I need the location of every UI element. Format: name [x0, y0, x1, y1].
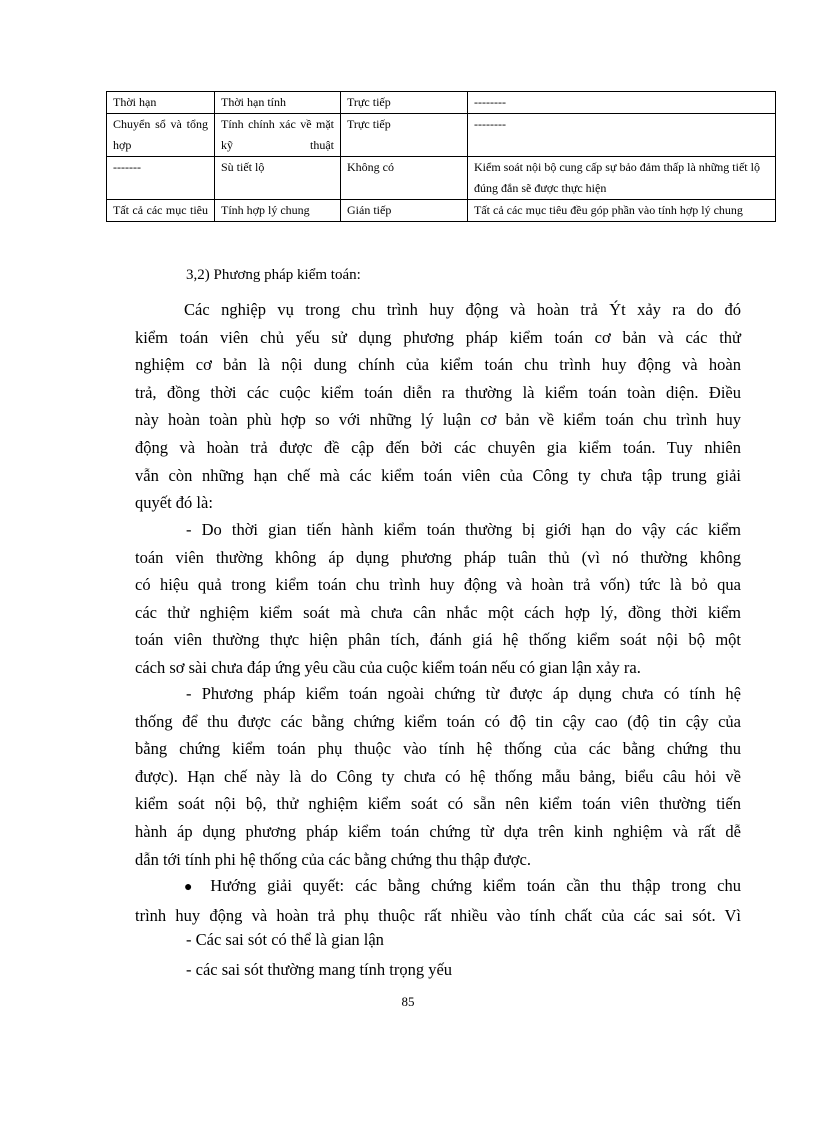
page-number: 85 — [401, 994, 415, 1009]
text-line — [135, 872, 741, 902]
text-line: kiểm soát nội bộ, thử nghiệm kiểm soát có sẵn nên kiểm toán viên thường tiến — [135, 794, 741, 814]
table-cell: Thời hạn tính — [215, 92, 341, 114]
paragraph-2 — [135, 516, 741, 682]
table-cell: Tính hợp lý chung — [215, 200, 341, 222]
table-cell: Không có — [341, 157, 468, 200]
table-cell: Trực tiếp — [341, 114, 468, 157]
table-cell: Tất cả các mục tiêu — [107, 200, 215, 222]
text-line: trình huy động và hoàn trả phụ thuộc rất nhiều vào tính chất của các sai sót. Vì — [135, 905, 741, 925]
table-cell: Tất cả các mục tiêu đều góp phần vào tính hợp lý chung — [468, 200, 776, 222]
text-line: các thử nghiệm kiểm soát mà chưa cân nhắc một cách hợp lý, đồng thời kiểm — [135, 602, 741, 622]
bullet-text: Hướng giải quyết: các bằng chứng kiểm toán cần thu thập trong chu — [210, 876, 741, 895]
table-cell: Thời hạn — [107, 92, 215, 114]
text-line: này hoàn toàn phù hợp so với những lý luận cơ bản về kiểm toán chu trình huy — [135, 410, 741, 430]
paragraph-1 — [135, 296, 741, 517]
text-line: Các nghiệp vụ trong chu trình huy động và hoàn trả Ýt xảy ra do đó — [184, 300, 741, 319]
text-line: cách sơ sài chưa đáp ứng yêu cầu của cuộc kiểm toán nếu có gian lận xảy ra. — [135, 657, 641, 677]
text-line: toán viên thường thực hiện phân tích, đánh giá hệ thống kiểm soát nội bộ một — [135, 630, 741, 650]
text-line: dẫn tới tính phi hệ thống của các bằng chứng thu thập được. — [135, 849, 531, 869]
text-line: thống để thu được các bằng chứng kiểm toán có độ tin cậy cao (độ tin cậy của — [135, 711, 741, 731]
table-cell: Tính chính xác về mặt kỹ thuật — [215, 114, 341, 157]
table-cell: Kiểm soát nội bộ cung cấp sự bảo đảm thấp là những tiết lộ đúng đắn sẽ được thực hiện — [468, 157, 776, 200]
table-cell: Gián tiếp — [341, 200, 468, 222]
table-cell: -------- — [468, 92, 776, 114]
text-line: kiểm toán viên chủ yếu sử dụng phương pháp kiểm toán cơ bản và các thử — [135, 327, 741, 347]
text-line: nghiệm cơ bản là nội dung chính của kiểm toán chu trình huy động và hoàn — [135, 355, 741, 375]
text-line: vẫn còn những hạn chế mà các kiểm toán viên của Công ty chưa tập trung giải — [135, 465, 741, 485]
text-line: trả, đồng thời các cuộc kiểm toán diễn ra thường là kiểm toán toàn diện. Điều — [135, 382, 741, 402]
table-row — [107, 114, 776, 157]
bullet-icon: ● — [184, 880, 200, 895]
table-cell: Sù tiết lộ — [215, 157, 341, 200]
text-line: hành áp dụng phương pháp kiểm toán chứng từ dựa trên kinh nghiệm và rất dễ — [135, 821, 741, 841]
table-cell: Chuyển sổ và tổng hợp — [107, 114, 215, 157]
text-line: - Do thời gian tiến hành kiểm toán thường bị giới hạn do vậy các kiểm — [186, 520, 741, 539]
text-line: được). Hạn chế này là do Công ty chưa có hệ thống mẫu bảng, biểu câu hỏi về — [135, 766, 741, 786]
table-cell: -------- — [468, 114, 776, 157]
text-line: quyết đó là: — [135, 493, 213, 513]
list-item: - Các sai sót có thể là gian lận — [186, 930, 384, 949]
table-row — [107, 92, 776, 114]
section-heading: 3,2) Phương pháp kiểm toán: — [186, 267, 361, 283]
list-item: - các sai sót thường mang tính trọng yếu — [186, 960, 453, 979]
table-row — [107, 157, 776, 200]
text-line: có hiệu quả trong kiểm toán chu trình huy động và hoàn trả vốn) tức là bỏ qua — [135, 575, 741, 595]
text-line: toán viên thường không áp dụng phương pháp tuân thủ (vì nó thường không — [135, 547, 741, 567]
paragraph-3 — [135, 680, 741, 873]
paragraph-4 — [135, 872, 741, 929]
table-row — [107, 200, 776, 222]
table-cell: ------- — [107, 157, 215, 200]
audit-objectives-table — [106, 91, 776, 222]
text-line: bằng chứng kiểm toán phụ thuộc vào tính hệ thống của các bằng chứng thu — [135, 739, 741, 759]
table-cell: Trực tiếp — [341, 92, 468, 114]
text-line: - Phương pháp kiểm toán ngoài chứng từ được áp dụng chưa có tính hệ — [186, 684, 741, 703]
text-line: động và hoàn trả được đề cập đến bởi các chuyên gia kiểm toán. Tuy nhiên — [135, 437, 741, 457]
